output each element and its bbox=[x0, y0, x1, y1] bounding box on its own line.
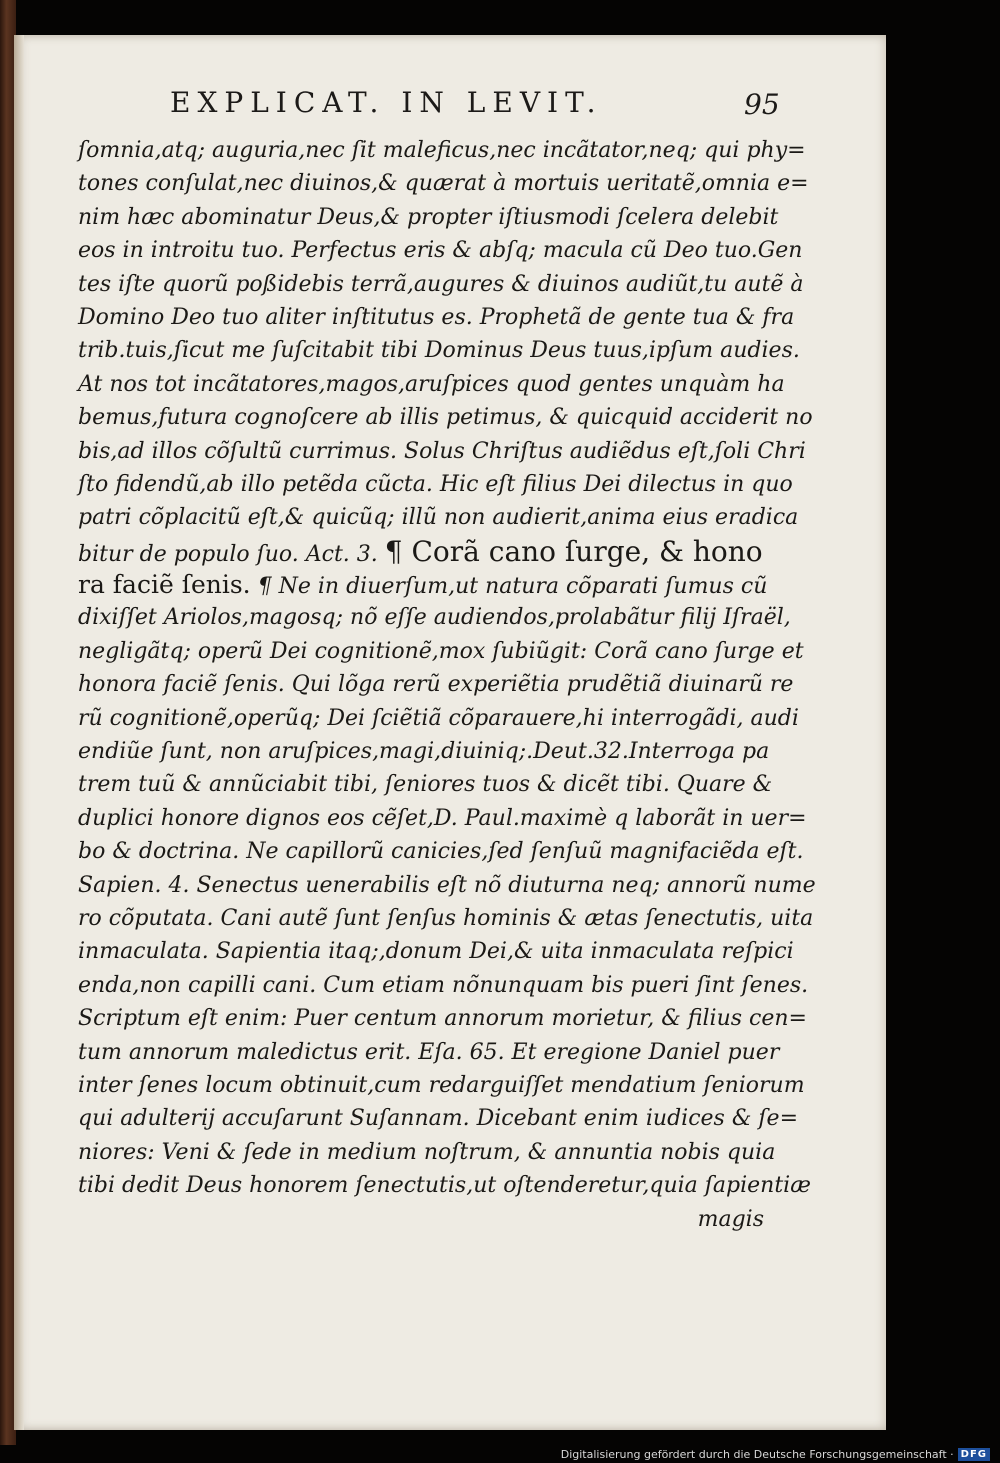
text-line: At nos tot incãtatores,magos,aruſpices quod gentes unquàm ha bbox=[78, 371, 785, 397]
text-line: inter ſenes locum obtinuit,cum redarguiſſet mendatium ſeniorum bbox=[78, 1072, 805, 1098]
text-line: bo & doctrina. Ne capillorũ canicies,ſed ſenſuũ magnifaciẽda eſt. bbox=[78, 839, 804, 865]
page-body-text bbox=[78, 134, 816, 1236]
page-gutter-shadow bbox=[14, 35, 24, 1430]
text-line: patri cõplacitũ eſt,& quicũq; illũ non audierit,anima eius eradica bbox=[78, 505, 799, 531]
text-line: negligãtq; operũ Dei cognitionẽ,mox ſubiũgit: Corã cano ſurge et bbox=[78, 638, 804, 664]
text-line: bemus,futura cognoſcere ab illis petimus, & quicquid acciderit no bbox=[78, 405, 813, 431]
text-line: niores: Veni & ſede in medium noſtrum, & annuntia nobis quia bbox=[78, 1139, 776, 1165]
text-line: tones conſulat,nec diuinos,& quærat à mortuis ueritatẽ,omnia e= bbox=[78, 171, 809, 197]
dfg-logo[interactable]: DFG bbox=[958, 1448, 990, 1461]
catchword: magis bbox=[697, 1206, 764, 1232]
text-line: duplici honore dignos eos cẽſet,D. Paul.maximè q laborãt in uer= bbox=[78, 805, 807, 831]
text-line: nim hæc abominatur Deus,& propter iſtiusmodi ſcelera delebit bbox=[78, 204, 779, 230]
text-line: qui adulterij accuſarunt Suſannam. Dicebant enim iudices & ſe= bbox=[78, 1106, 799, 1132]
text-line: rũ cognitionẽ,operũq; Dei ſciẽtiã cõparauere,hi interrogãdi, audi bbox=[78, 705, 799, 731]
lemma-roman: ¶ Corã cano ſurge, & hono bbox=[384, 534, 763, 568]
text-line-mixed bbox=[78, 535, 778, 568]
lemma-roman-cont: ra faciẽ ſenis. bbox=[78, 570, 251, 600]
funding-credit bbox=[561, 1448, 990, 1461]
funding-credit-text: Digitalisierung gefördert durch die Deutsche Forschungsgemeinschaft · bbox=[560, 1448, 954, 1461]
text-line: tibi dedit Deus honorem ſenectutis,ut oſtenderetur,quia ſapientiæ bbox=[78, 1173, 811, 1199]
text-line: Domino Deo tuo aliter inſtitutus es. Prophetã de gente tua & fra bbox=[78, 304, 795, 330]
text-line: inmaculata. Sapientia itaq;,donum Dei,& uita inmaculata reſpici bbox=[78, 939, 794, 965]
text-line: eos in introitu tuo. Perfectus eris & abſq; macula cũ Deo tuo.Gen bbox=[78, 238, 803, 264]
text-line: honora faciẽ ſenis. Qui lõga rerũ experiẽtia prudẽtiã diuinarũ re bbox=[78, 672, 794, 698]
text-line: tum annorum maledictus erit. Eſa. 65. Et eregione Daniel puer bbox=[78, 1039, 780, 1065]
text-line: Sapien. 4. Senectus uenerabilis eſt nõ diuturna neq; annorũ nume bbox=[78, 872, 816, 898]
text-line: trib.tuis,ſicut me ſuſcitabit tibi Dominus Deus tuus,ipſum audies. bbox=[78, 338, 800, 364]
text-line: dixiſſet Ariolos,magosq; nõ eſſe audiendos,prolabãtur filij Iſraël, bbox=[78, 605, 791, 631]
text-segment: bitur de populo ſuo. Act. 3. bbox=[78, 541, 378, 567]
text-line: Scriptum eſt enim: Puer centum annorum morietur, & filius cen= bbox=[78, 1006, 807, 1032]
page-number: 95 bbox=[744, 88, 780, 121]
text-line: trem tuũ & annũciabit tibi, ſeniores tuos & dicẽt tibi. Quare & bbox=[78, 772, 773, 798]
text-line: enda,non capilli cani. Cum etiam nõnunquam bis pueri ſint ſenes. bbox=[78, 972, 809, 998]
text-line: ſomnia,atq; auguria,nec ſit maleficus,nec incãtator,neq; qui phy= bbox=[78, 138, 806, 163]
text-line: tes iſte quorũ poßidebis terrã,augures & diuinos audiũt,tu autẽ à bbox=[78, 271, 804, 297]
text-line-mixed bbox=[78, 568, 778, 601]
text-line: bis,ad illos cõſultũ currimus. Solus Chriſtus audiẽdus eſt,ſoli Chri bbox=[78, 438, 806, 464]
text-line: ſto fidendũ,ab illo petẽda cũcta. Hic eſt filius Dei dilectus in quo bbox=[78, 471, 793, 497]
text-line: endiũe ſunt, non aruſpices,magi,diuiniq;.Deut.32.Interroga pa bbox=[78, 739, 770, 765]
running-head: EXPLICAT. IN LEVIT. bbox=[170, 86, 603, 119]
text-segment: ¶ Ne in diuerſum,ut natura cõparati ſumus cũ bbox=[257, 574, 768, 600]
text-line: ro cõputata. Cani autẽ ſunt ſenſus hominis & ætas ſenectutis, uita bbox=[78, 905, 814, 931]
